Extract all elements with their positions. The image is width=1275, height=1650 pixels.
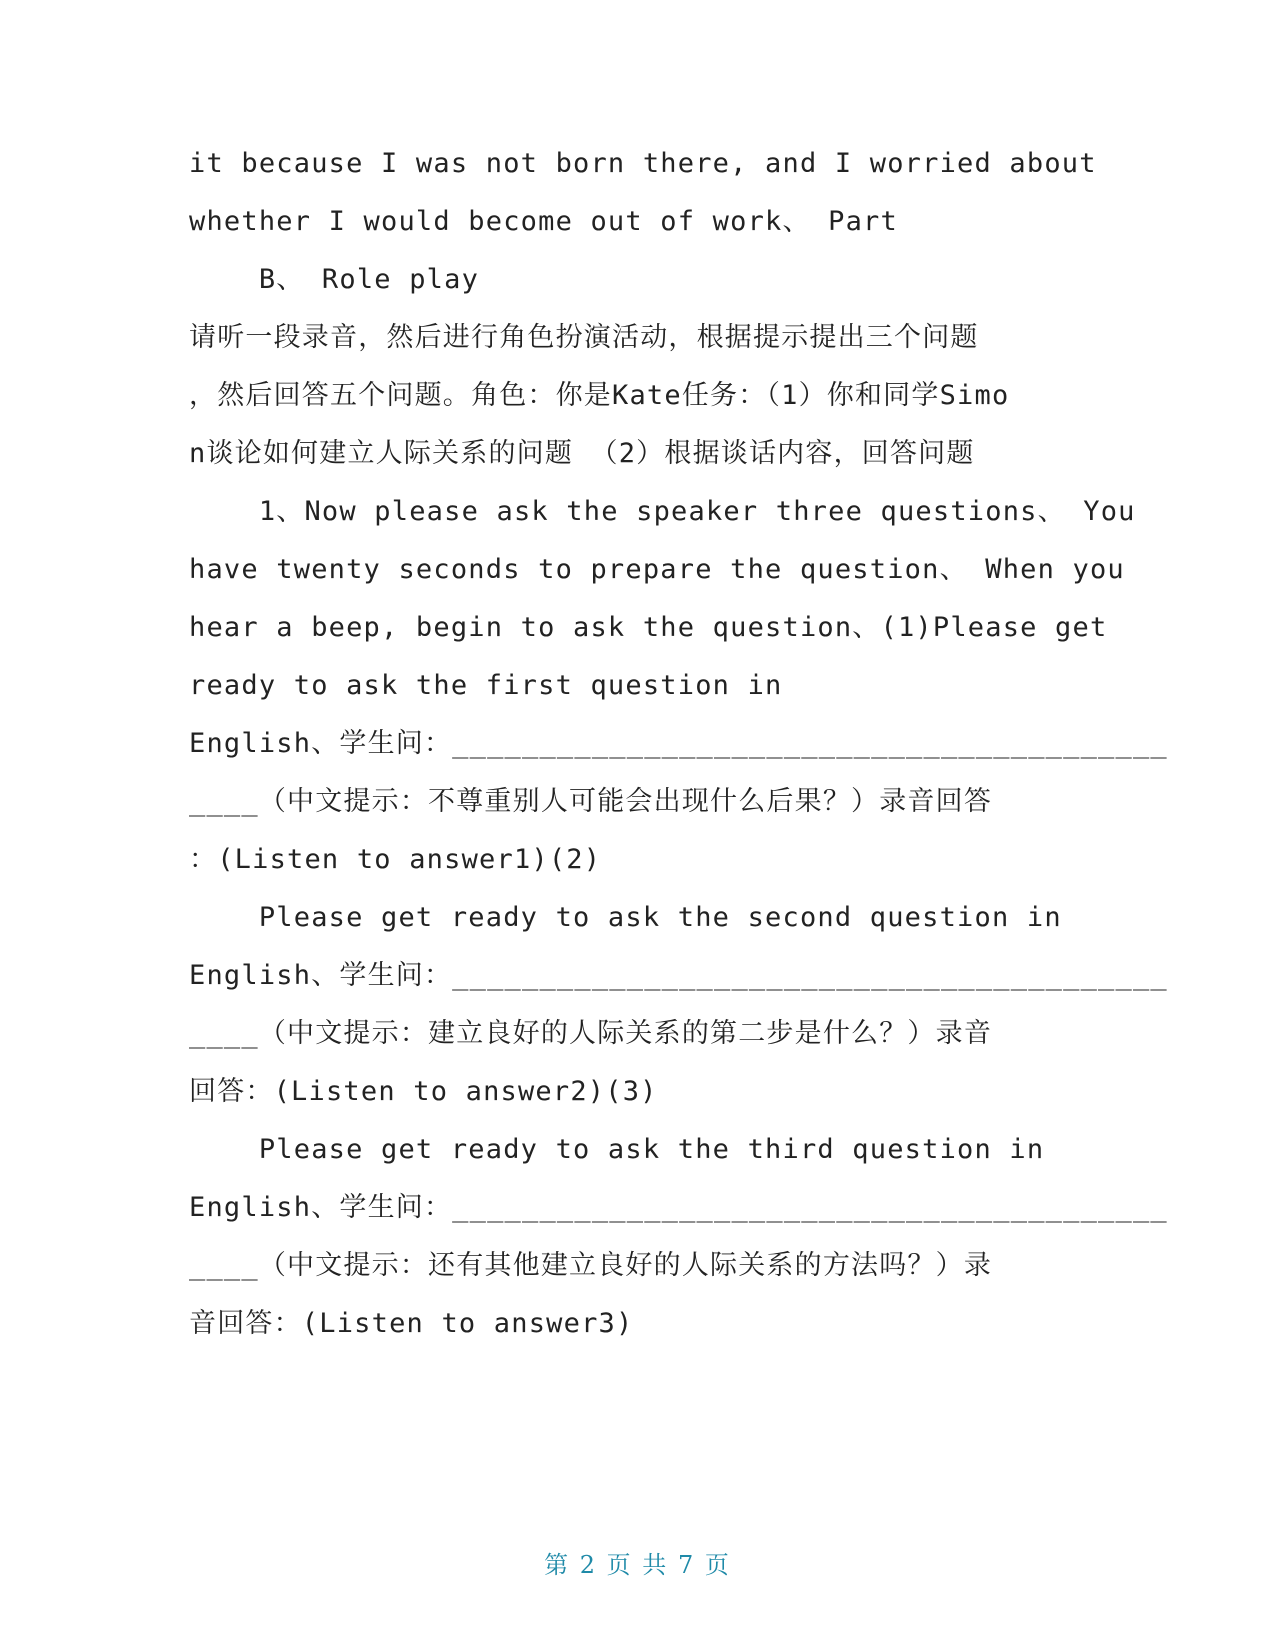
hint-line: ____（中文提示：还有其他建立良好的人际关系的方法吗？）录 (189, 1250, 993, 1281)
text-line: Please get ready to ask the third question in (189, 1134, 1045, 1165)
hint-line: ____（中文提示：不尊重别人可能会出现什么后果？）录音回答 (189, 786, 993, 817)
text-line: hear a beep, begin to ask the question、(1)Please get (189, 612, 1108, 643)
answer-line: ：(Listen to answer1)(2) (189, 844, 602, 875)
footer-current-page: 2 (579, 1551, 598, 1579)
text-line: ready to ask the first question in (189, 670, 783, 701)
section-heading: B、 Role play (189, 264, 480, 295)
text-line: 1、Now please ask the speaker three questions、 You (189, 496, 1136, 527)
answer-line: 音回答：(Listen to answer3) (189, 1308, 634, 1339)
question-blank-line: English、学生问：_________________________________________ (189, 960, 1168, 991)
text-line: have twenty seconds to prepare the question、 When you (189, 554, 1125, 585)
hint-line: ____（中文提示：建立良好的人际关系的第二步是什么？）录音 (189, 1018, 993, 1049)
instruction-line: ，然后回答五个问题。角色：你是Kate任务：（1）你和同学Simo (189, 380, 1010, 411)
page-footer (0, 1545, 1275, 1580)
text-line: Please get ready to ask the second question in (189, 902, 1062, 933)
footer-total-pages: 7 (677, 1551, 696, 1579)
footer-label-page: 第 (544, 1551, 571, 1579)
text-line: it because I was not born there, and I worried about (189, 148, 1097, 179)
instruction-line: n谈论如何建立人际关系的问题 （2）根据谈话内容，回答问题 (189, 438, 975, 469)
footer-label-end: 页 (704, 1551, 731, 1579)
answer-line: 回答：(Listen to answer2)(3) (189, 1076, 658, 1107)
question-blank-line: English、学生问：_________________________________________ (189, 728, 1168, 759)
question-blank-line: English、学生问：_________________________________________ (189, 1192, 1168, 1223)
footer-label-of: 页 共 (606, 1551, 669, 1579)
instruction-line: 请听一段录音，然后进行角色扮演活动，根据提示提出三个问题 (189, 322, 979, 353)
text-line: whether I would become out of work、 Part (189, 206, 898, 237)
